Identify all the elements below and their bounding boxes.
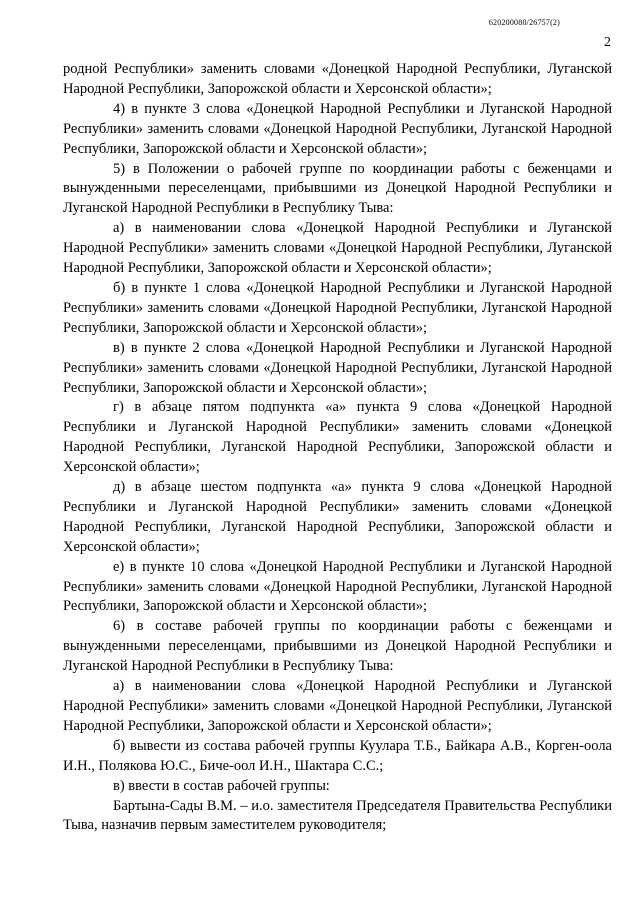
paragraph-item-6: 6) в составе рабочей группы по координации работы с беженцами и вынужденными переселенцами, прибывшими из Донецкой Народной Республики и Луганской Народной Республики в Республику Тыва:: [63, 618, 612, 675]
paragraph-member-entry: Бартына-Сады В.М. – и.о. заместителя Председателя Правительства Республики Тыва, назначив первым заместителем руководителя;: [63, 797, 612, 834]
document-body: [63, 60, 612, 836]
paragraph-item-4: 4) в пункте 3 слова «Донецкой Народной Республики и Луганской Народной Республики» заменить словами «Донецкой Народной Республики, Луганской Народной Республики, Запорожской области и Херсонской области»;: [63, 100, 612, 157]
paragraph-item-5b: б) в пункте 1 слова «Донецкой Народной Республики и Луганской Народной Республики» заменить словами «Донецкой Народной Республики, Луганской Народной Республики, Запорожской области и Херсонской области»;: [63, 279, 612, 336]
paragraph-item-5d: д) в абзаце шестом подпункта «а» пункта 9 слова «Донецкой Народной Республики и Луганской Народной Республики» заменить словами «Донецкой Народной Республики, Луганской Народной Республики, Запорожской области и Херсонской области»;: [63, 479, 612, 555]
paragraph-item-6a: а) в наименовании слова «Донецкой Народной Республики и Луганской Народной Республики» заменить словами «Донецкой Народной Республики, Луганской Народной Республики, Запорожской области и Херсонской области»;: [63, 678, 612, 734]
paragraph-item-5: 5) в Положении о рабочей группе по координации работы с беженцами и вынужденными переселенцами, прибывшими из Донецкой Народной Республики и Луганской Народной Республики в Республику Тыва:: [63, 160, 612, 217]
paragraph-continuation: родной Республики» заменить словами «Донецкой Народной Республики, Луганской Народной Республики, Запорожской области и Херсонской области»;: [63, 61, 612, 97]
paragraph-item-6b: б) вывести из состава рабочей группы Куулара Т.Б., Байкара А.В., Корген-оола И.Н., Полякова Ю.С., Биче-оол И.Н., Шактара С.С.;: [63, 737, 612, 774]
paragraph-item-5e: е) в пункте 10 слова «Донецкой Народной Республики и Луганской Народной Республики» заменить словами «Донецкой Народной Республики, Луганской Народной Республики, Запорожской области и Херсонской области»;: [63, 558, 612, 615]
paragraph-item-6v: в) ввести в состав рабочей группы:: [113, 777, 330, 794]
page-number: 2: [604, 35, 611, 50]
document-code: 620200080/26757(2): [488, 18, 560, 27]
paragraph-item-5a: а) в наименовании слова «Донецкой Народной Республики и Луганской Народной Республики» заменить словами «Донецкой Народной Республики, Луганской Народной Республики, Запорожской области и Херсонской области»;: [63, 220, 612, 277]
paragraph-item-5g: г) в абзаце пятом подпункта «а» пункта 9 слова «Донецкой Народной Республики и Луганской Народной Республики» заменить словами «Донецкой Народной Республики, Луганской Народной Республики, Запорожской области и Херсонской области»;: [63, 399, 612, 476]
paragraph-item-5v: в) в пункте 2 слова «Донецкой Народной Республики и Луганской Народной Республики» заменить словами «Донецкой Народной Республики, Луганской Народной Республики, Запорожской области и Херсонской области»;: [63, 339, 612, 396]
